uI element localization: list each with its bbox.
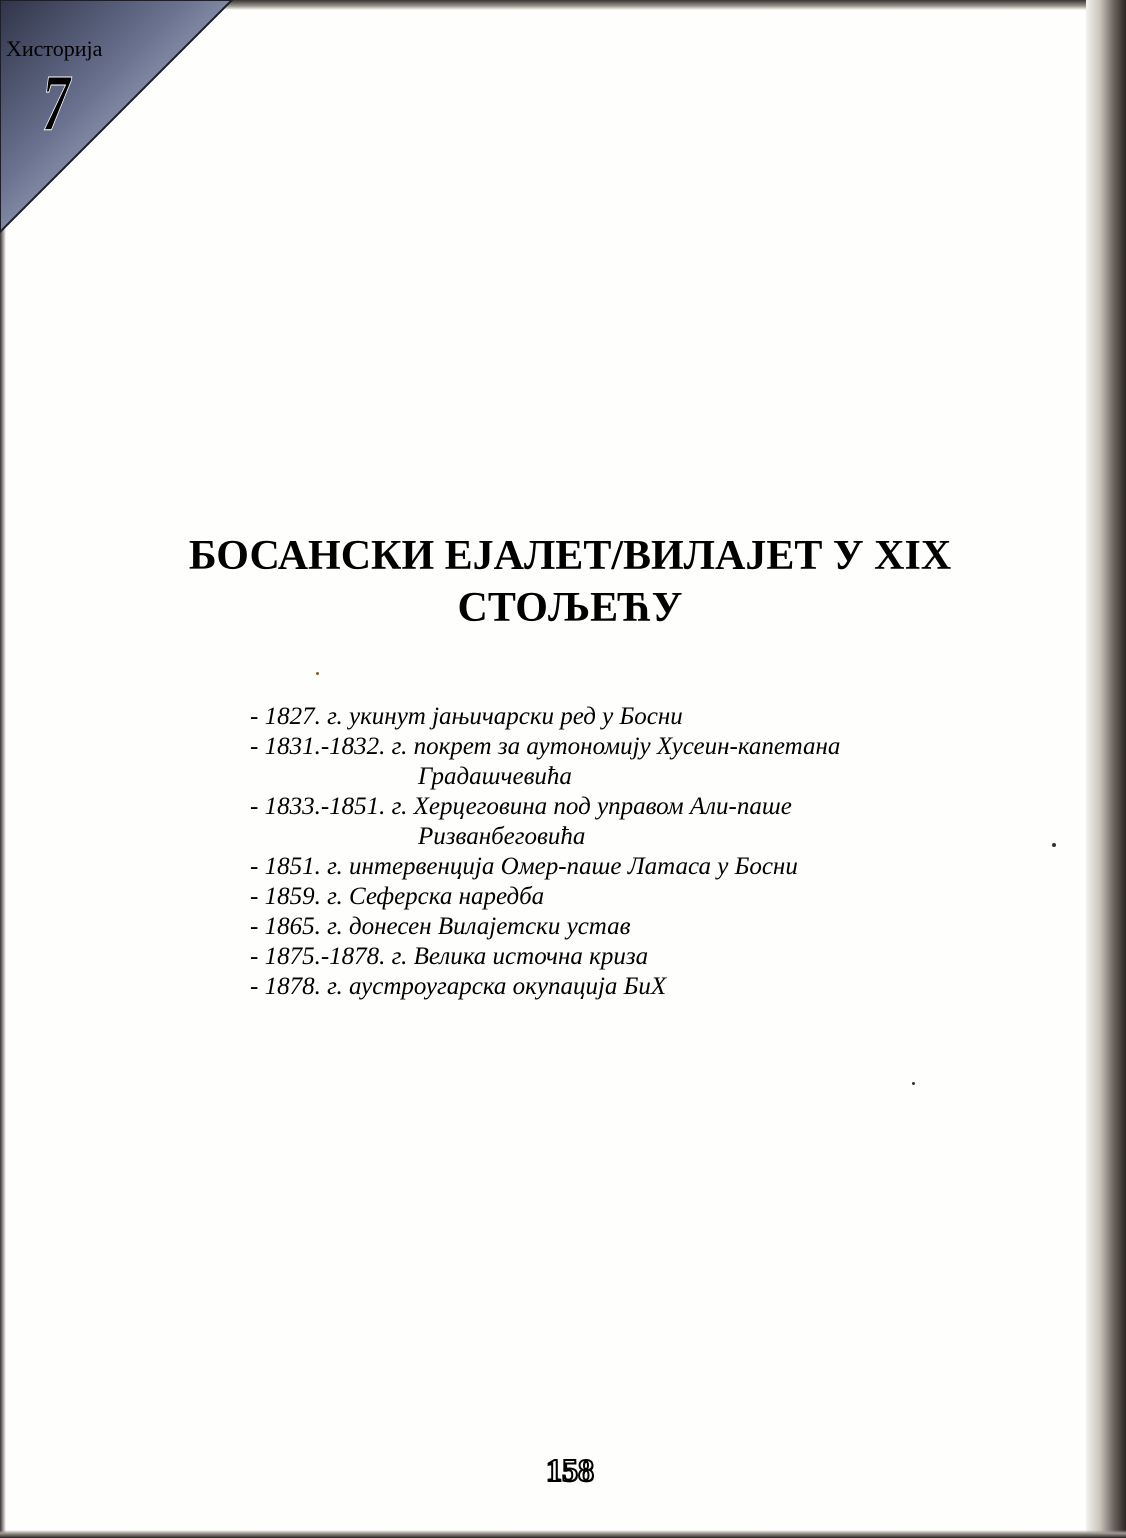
chapter-corner-tab [0,0,240,240]
timeline-item [250,912,950,942]
corner-subject-label: Хисторија [6,36,103,61]
timeline-item-text: - 1851. г. интервенција Омер-паше Латаса у Босни [250,853,798,880]
timeline-item-text: - 1875.-1878. г. Велика источна криза [250,943,649,970]
timeline-item-text: - 1831.-1832. г. покрет за аутономију Хусеин-капетана [250,733,841,760]
timeline-item [250,972,950,1002]
timeline-item [250,732,950,792]
chapter-title-line-1: БОСАНСКИ ЕЈАЛЕТ/ВИЛАЈЕТ У XIX [188,533,952,579]
scan-speck [912,1082,915,1085]
scan-speck [1052,843,1056,847]
page-number: 158 [546,1452,594,1488]
scan-edge-right [1086,0,1126,1538]
chapter-title-line-2: СТОЉЕЋУ [457,585,683,631]
chapter-number: 7 [42,60,70,148]
timeline-item [250,942,950,972]
timeline-item [250,852,950,882]
timeline-item-continuation: Градашчевића [418,763,572,790]
scan-speck [316,672,319,675]
timeline-item-text: - 1827. г. укинут јањичарски ред у Босни [250,703,683,730]
timeline-list [250,702,950,1002]
timeline-item-continuation: Ризванбеговића [418,823,586,850]
timeline-item-text: - 1865. г. донесен Вилајетски устав [250,913,631,940]
timeline-item [250,882,950,912]
timeline-item [250,792,950,852]
timeline-item [250,702,950,732]
timeline-item-text: - 1833.-1851. г. Херцеговина под управом Али-паше [250,793,792,820]
chapter-title [120,530,1020,634]
timeline-item-text: - 1859. г. Сеферска наредба [250,883,545,910]
timeline-item-text: - 1878. г. аустроугарска окупација БиХ [250,973,667,1000]
scan-edge-bottom [0,1530,1126,1538]
